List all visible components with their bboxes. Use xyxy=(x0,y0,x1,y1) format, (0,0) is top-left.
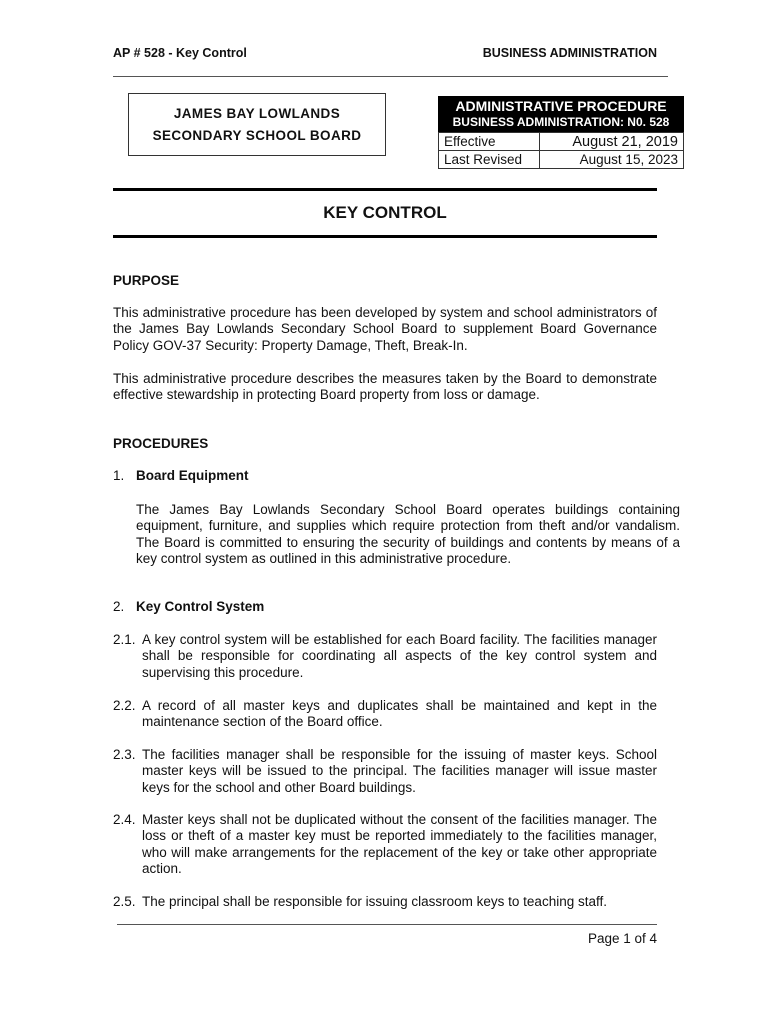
list-item-2-1 xyxy=(113,632,657,681)
revised-row xyxy=(439,151,684,169)
procedure-dates-table xyxy=(438,132,684,169)
list-item-text: Master keys shall not be duplicated without the consent of the facilities manager. The loss or theft of a master key must be reported immediately to the facilities manager, who will make arrangements for the replacement of the key or take other appropriate action. xyxy=(142,812,657,877)
title-rule-bottom xyxy=(113,235,657,238)
effective-row xyxy=(439,133,684,151)
procedures-heading: PROCEDURES xyxy=(113,436,209,451)
section-1-text: The James Bay Lowlands Secondary School Board operates buildings containing equipment, furniture, and supplies which require protection from theft and/or vandalism. The Board is committed to ensuring the security of buildings and contents by means of a key control system as outlined in this administrative procedure. xyxy=(136,502,680,567)
running-header-left: AP # 528 - Key Control xyxy=(113,46,247,60)
section-1-number: 1. xyxy=(113,468,125,483)
list-item-2-4 xyxy=(113,812,657,878)
section-1-title: Board Equipment xyxy=(136,468,249,483)
list-item-number: 2.5. xyxy=(113,894,136,909)
list-item-number: 2.1. xyxy=(113,632,136,647)
page-title: KEY CONTROL xyxy=(323,203,447,222)
list-item-text: A record of all master keys and duplicates shall be maintained and kept in the maintenance section of the Board office. xyxy=(142,698,657,730)
list-item-text: A key control system will be established for each Board facility. The facilities manager shall be responsible for coordinating all aspects of the key control system and supervising this procedure. xyxy=(142,632,657,680)
footer-divider xyxy=(117,924,657,925)
list-item-number: 2.4. xyxy=(113,812,136,827)
board-name-box xyxy=(128,93,386,156)
purpose-paragraph-2: This administrative procedure describes the measures taken by the Board to demonstrate effective stewardship in protecting Board property from loss or damage. xyxy=(113,371,657,403)
section-2-heading xyxy=(113,599,657,615)
section-1-heading xyxy=(113,468,657,484)
section-2-number: 2. xyxy=(113,599,125,614)
purpose-paragraph-1: This administrative procedure has been developed by system and school administrators of the James Bay Lowlands Secondary School Board to supplement Board Governance Policy GOV-37 Security: Property Damage, Theft, Break-In. xyxy=(113,305,657,353)
purpose-heading: PURPOSE xyxy=(113,273,180,288)
list-item-2-2 xyxy=(113,698,657,731)
list-item-2-5 xyxy=(113,894,657,910)
list-item-text: The principal shall be responsible for issuing classroom keys to teaching staff. xyxy=(142,894,607,909)
running-header-right: BUSINESS ADMINISTRATION xyxy=(482,46,657,60)
list-item-text: The facilities manager shall be responsible for the issuing of master keys. School master keys will be issued to the principal. The facilities manager will issue master keys for the school and other Board buildings. xyxy=(142,747,657,795)
procedure-subtitle: BUSINESS ADMINISTRATION: N0. 528 xyxy=(452,115,670,129)
header-divider xyxy=(113,76,668,77)
list-item-number: 2.2. xyxy=(113,698,136,713)
board-name-line2: SECONDARY SCHOOL BOARD xyxy=(152,127,362,143)
procedure-title: ADMINISTRATIVE PROCEDURE xyxy=(455,98,667,114)
revised-label: Last Revised xyxy=(439,151,540,169)
effective-label: Effective xyxy=(439,133,540,151)
section-2-title: Key Control System xyxy=(136,599,265,614)
list-item-number: 2.3. xyxy=(113,747,136,762)
board-name-line1: JAMES BAY LOWLANDS xyxy=(173,105,341,121)
procedure-info-box xyxy=(438,96,684,169)
list-item-2-3 xyxy=(113,747,657,796)
revised-date: August 15, 2023 xyxy=(540,151,684,169)
title-rule-top xyxy=(113,188,657,191)
procedure-header xyxy=(438,96,684,132)
page-number: Page 1 of 4 xyxy=(587,931,657,946)
effective-date: August 21, 2019 xyxy=(540,133,684,151)
